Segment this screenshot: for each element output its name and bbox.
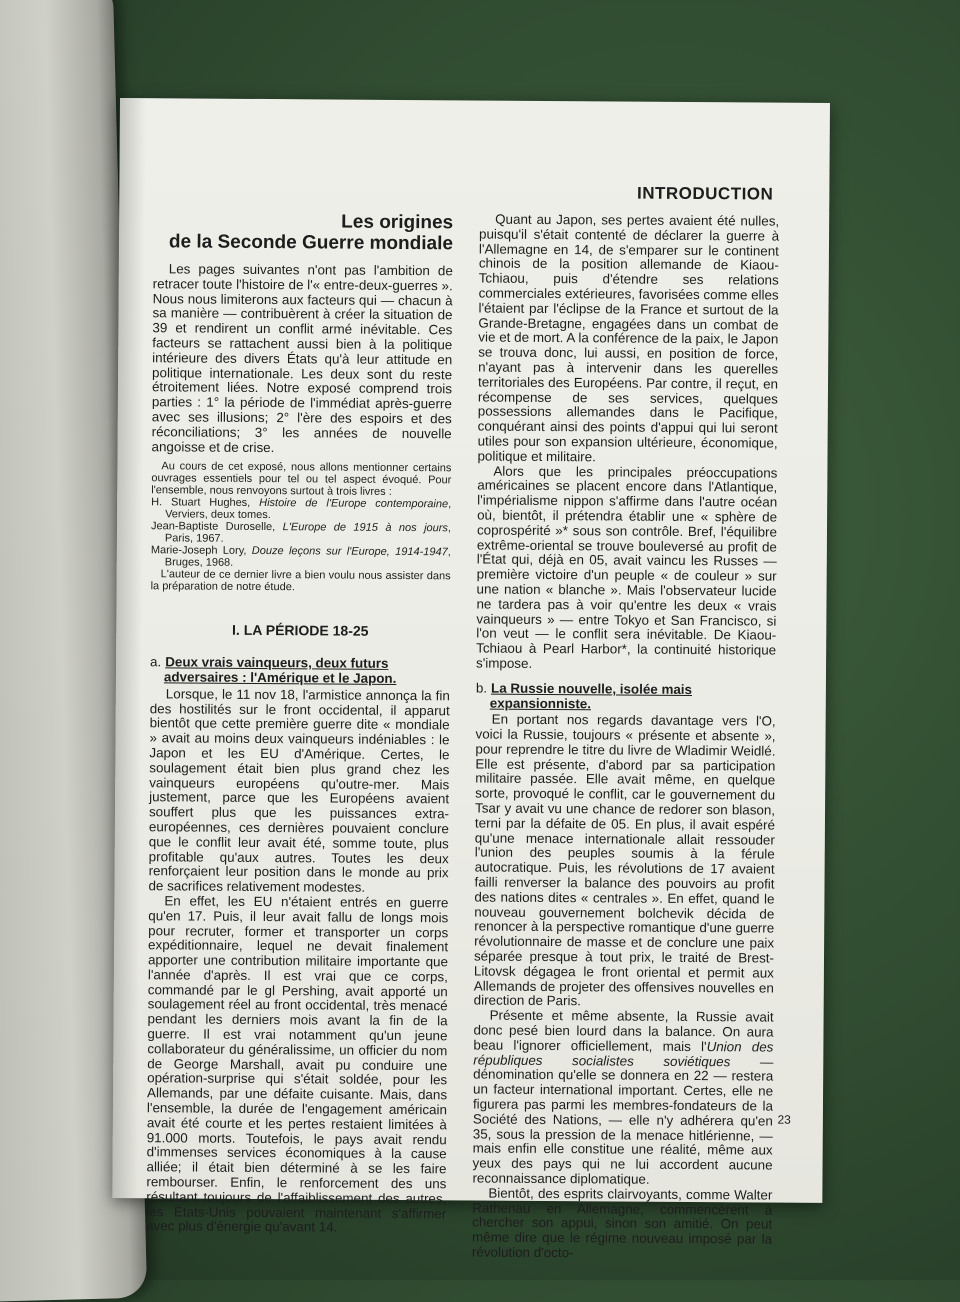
paragraph: En portant nos regards davantage vers l'O, voici la Russie, toujours « présente et absente », pour reprendre le titre du livre de Wladimir Weidlé. Elle est présente, d'abord par sa participation militaire passée. Elle avait même, en quelque sorte, provoqué le conflit, car le gouvernement du Tsar y avait vu une chance de redorer son blason, terni par la défaite de 05. En plus, il avait espéré qu'une menace internationale allait ressouder l'union des peuples soumis à la férule autocratique. Puis, les révolutions de 17 avaient failli renverser la balance des pouvoirs au profit des nations dites « centrales ». En effet, quand le nouveau gouvernement bolchevik décida de renoncer à la perspective romantique d'une guerre révolutionnaire de masse et de conclure une paix séparée presque à tout prix, le traité de Brest-Litovsk dégagea le front oriental et permit aux Allemands de projeter des offensives nouvelles en direction de Paris. <box>473 711 776 1009</box>
paragraph: Présente et même absente, la Russie avait donc pesé bien lourd dans la balance. On aura beau l'ignorer officiellement, mais l'Union des républiques socialistes soviétiques — dénomination qu'elle se donnera en 22 — restera un facteur international important. Certes, elle ne figurera pas parmi les membres-fondateurs de la Société des Nations, — elle n'y adhérera qu'en 35, sous la pression de la menace hitlérienne, — mais enfin elle constitue une réalité, même aux yeux des pays qui ne lui accordent aucune reconnaissance diplomatique. <box>472 1007 774 1187</box>
section-header: INTRODUCTION <box>636 183 774 204</box>
paragraph: En effet, les EU n'étaient entrés en guerre qu'en 17. Puis, il leur avait fallu de longs mois pour recruter, former et transporter un corps expéditionnaire, lequel ne devait finalement apporter une contribution militaire importante que l'année d'après. Il est vrai que ce corps, commandé par le gl Pershing, avait apporté un soulagement réel au front occidental, très menacé pendant les derniers mois avant la fin de la guerre. Il est vrai notamment qu'un jeune collaborateur du généralissime, un officier du nom de George Marshall, avait pu conduire une opération-surprise qui s'était soldée, pour les Allemands, par une défaite cuisante. Mais, dans l'ensemble, la durée de l'engagement américain avait été courte et les pertes restaient limitées à 91.000 morts. Toutefois, le pays avait rendu d'immenses services économiques à la cause alliée; il était bien déterminé à se les faire rembourser. Enfin, le renforcement des uns résultant toujours de l'affaiblissement des autres, les États-Unis pouvaient maintenant s'affirmer avec plus d'énergie qu'avant 14. <box>146 893 449 1235</box>
book-page <box>112 98 830 1261</box>
intro-paragraph: Les pages suivantes n'ont pas l'ambition de retracer toute l'histoire de l'« entre-deux-guerres ». Nous nous limiterons aux facteurs qui — chacun à sa manière — contribuèrent à créer la situation de 39 et rendirent un conflit armé inévitable. Ces facteurs se rattachent aussi bien à la politique intérieure des divers États qu'à leur attitude en politique internationale. Les deux sont du reste étroitement liées. Notre exposé comprend trois parties : 1° la période de l'immédiat après-guerre avec ses illusions; 2° l'ère des espoirs et des réconciliations; 3° les années de nouvelle angoisse et de crise. <box>151 261 453 455</box>
chapter-title-line1: Les origines <box>341 211 454 234</box>
reference-3: Marie-Joseph Lory, Douze leçons sur l'Europe, 1914-1947, Bruges, 1968. <box>150 544 451 570</box>
paragraph: Bientôt, des esprits clairvoyants, comme Walter Rathenau en Allemagne, commencèrent à chercher son appui, sinon son amitié. On peut même dire que le régime nouveau imposé par la révolution d'octo- <box>471 1185 773 1261</box>
thanks-text: L'auteur de ce dernier livre a bien voulu nous assister dans la préparation de notre étude. <box>150 568 451 594</box>
reference-1: H. Stuart Hughes, Histoire de l'Europe contemporaine, Verviers, deux tomes. <box>151 496 452 522</box>
page-number: 23 <box>777 1112 791 1127</box>
paragraph: Quant au Japon, ses pertes avaient été nulles, puisqu'il s'était contenté de déclarer la guerre à l'Allemagne en 14, de s'emparer sur le continent chinois de la position allemande de Kiaou-Tchiaou, puis d'étendre ses relations commerciales extérieures, favorisées comme elles l'étaient par l'éclipse de la France et surtout de la Grande-Bretagne, engagées dans un combat de vie et de mort. A la conférence de la paix, le Japon se trouva donc, lui aussi, en position de force, n'ayant pas à intervenir dans les querelles territoriales des Européens. Par contre, il reçut, en récompense de ses services, quelques possessions allemandes dans le Pacifique, conquérant ainsi des points d'appui qui lui seront utiles pour son expansion ultérieure, économique, politique et militaire. <box>477 211 780 465</box>
section-title: I. LA PÉRIODE 18-25 <box>232 622 369 640</box>
bibliography-note <box>151 461 452 595</box>
right-column <box>472 213 779 1263</box>
note-text: Au cours de cet exposé, nous allons mentionner certains ouvrages essentiels pour tel ou tel aspect évoqué. Pour l'ensemble, nous renvoyons surtout à trois livres : <box>151 460 452 499</box>
chapter-title-line2: de la Seconde Guerre mondiale <box>168 231 454 255</box>
chapter-title <box>153 210 453 254</box>
left-column <box>146 210 453 1236</box>
paragraph: Lorsque, le 11 nov 18, l'armistice annonça la fin des hostilités sur le front occidental, il apparut bientôt que cette première guerre dite « mondiale » avait au moins deux vainqueurs indéniables : le Japon et les EU d'Amérique. Certes, le soulagement était bien plus grand chez les vainqueurs européens qu'outre-mer. Mais justement, parce que les Européens avaient souffert plus que les puissances extra-européennes, ces dernières pouvaient conclure que le conflit leur avait été, somme toute, plus profitable qu'aux autres. Toutes les deux renforçaient leur position dans le monde au prix de sacrifices relativement modestes. <box>148 686 450 895</box>
subsection-b-title: b. La Russie nouvelle, isolée mais expansionniste. <box>475 680 693 711</box>
reference-2: Jean-Baptiste Duroselle, L'Europe de 1915 à nos jours, Paris, 1967. <box>150 520 452 546</box>
paragraph: Alors que les principales préoccupations américaines se placent encore dans l'Atlantique, l'impérialisme nippon s'affirme dans l'autre océan où, bientôt, il prétendra établir une « sphère de coprospérité »* sous son contrôle. Bref, l'équilibre extrême-oriental se trouve bouleversé au profit de l'État qui, déjà en 05, avait vaincu les Russes — première victoire d'un peuple « de couleur » sur une nation « blanche ». Mais l'observateur lucide ne tardera pas à voir qu'entre les deux « vrais vainqueurs » — entre Tokyo et San Francisco, si l'on veut — le conflit sera inévitable. De Kiaou-Tchiaou à Pearl Harbor*, la continuité historique s'impose. <box>476 463 778 671</box>
subsection-a-title: a. Deux vrais vainqueurs, deux futurs adversaires : l'Amérique et le Japon. <box>150 654 397 686</box>
